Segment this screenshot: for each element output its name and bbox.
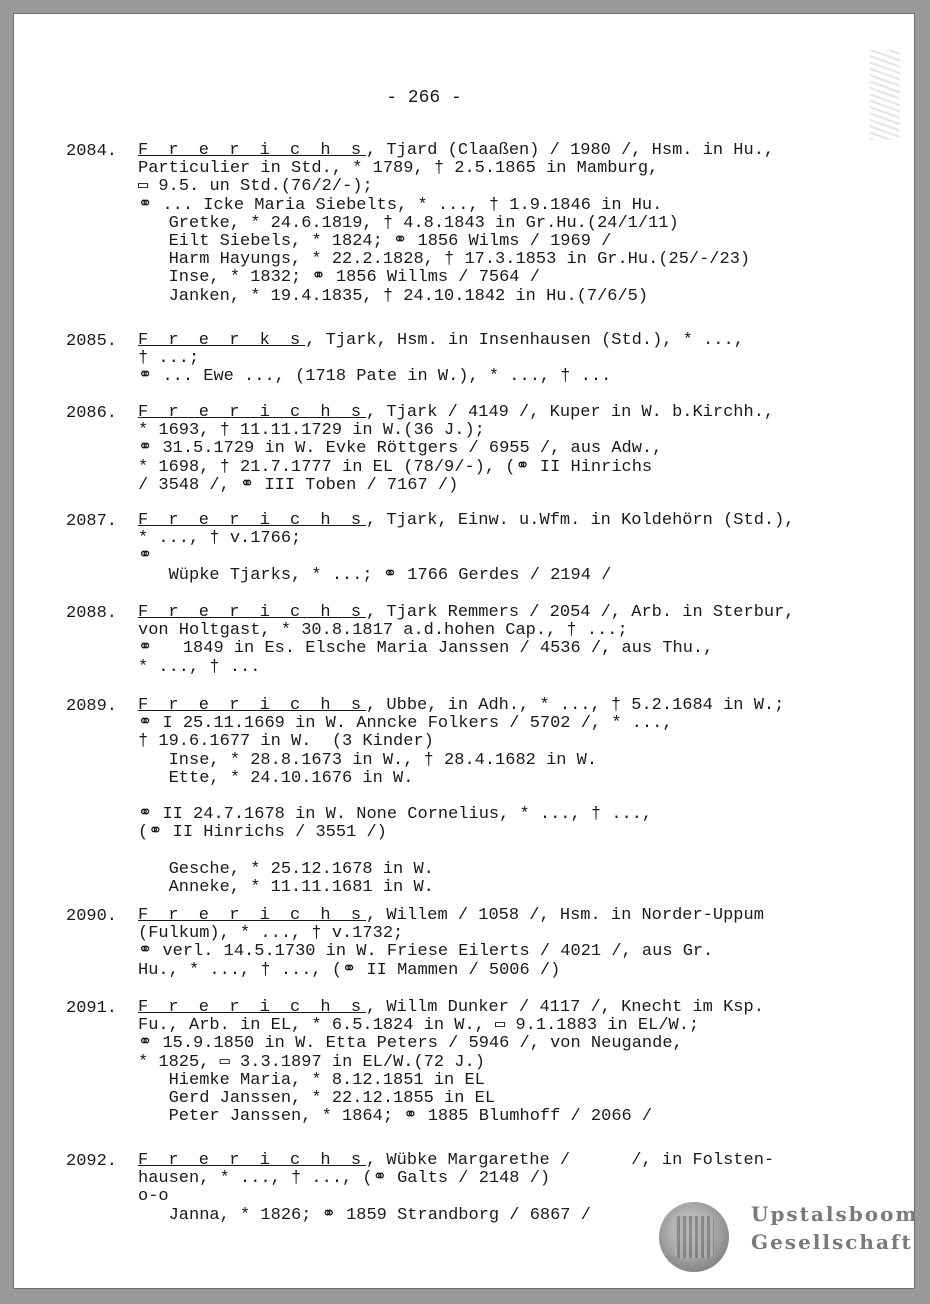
entry-text: , Tjark, Hsm. in Insenhausen (Std.), * ...,	[305, 331, 744, 350]
entry-line: von Holtgast, * 30.8.1817 a.d.hohen Cap., † ...;	[138, 621, 628, 641]
entry-line: * 1698, † 21.7.1777 in EL (78/9/-), (⚭ II Hinrichs	[138, 457, 653, 477]
entry-line: Inse, * 1832; ⚭ 1856 Willms / 7564 /	[138, 268, 540, 288]
entry-line: Wüpke Tjarks, * ...; ⚭ 1766 Gerdes / 2194 /	[138, 565, 612, 585]
entry-line: ⚭ I 25.11.1669 in W. Anncke Folkers / 5702 /, * ...,	[138, 714, 673, 734]
entry-number: 2084.	[66, 142, 118, 161]
entry-line: Eilt Siebels, * 1824; ⚭ 1856 Wilms / 1969 /	[138, 232, 612, 251]
surname: F r e r i c h s	[138, 1151, 367, 1170]
surname: F r e r i c h s	[138, 511, 367, 530]
entry-line: (Fulkum), * ..., † v.1732;	[138, 924, 404, 944]
entry-line: Gesche, * 25.12.1678 in W.	[138, 859, 434, 879]
entry-line: ⚭	[138, 547, 153, 567]
surname: F r e r k s	[138, 331, 306, 350]
entry-number: 2092.	[66, 1152, 118, 1171]
entry-line	[138, 1152, 774, 1170]
entry-line	[138, 697, 784, 715]
entry-line: Inse, * 28.8.1673 in W., † 28.4.1682 in W.	[138, 750, 598, 770]
entry-line: † 19.6.1677 in W. (3 Kinder)	[138, 732, 434, 752]
entry-number: 2091.	[66, 999, 118, 1018]
scan-noise	[870, 50, 900, 140]
entry-line: Hiemke Maria, * 8.12.1851 in EL	[138, 1070, 485, 1090]
entry-line	[138, 512, 795, 530]
entry-line: * 1693, † 11.11.1729 in W.(36 J.);	[138, 421, 485, 441]
entry-line: Hu., * ..., † ..., (⚭ II Mammen / 5006 /)	[138, 960, 561, 980]
entry-text: , Tjark Remmers / 2054 /, Arb. in Sterbur,	[366, 603, 795, 622]
entry-line: Particulier in Std., * 1789, † 2.5.1865 in Mamburg,	[138, 159, 659, 179]
entry-text: , Tjard (Claaßen) / 1980 /, Hsm. in Hu.,	[366, 141, 775, 160]
logo-line2: Gesellschaft	[751, 1230, 913, 1254]
entry-line: ⚭ II 24.7.1678 in W. None Cornelius, * ..., † ...,	[138, 805, 653, 825]
entry-line	[138, 142, 774, 160]
entry-number: 2089.	[66, 697, 118, 716]
entry-line: Peter Janssen, * 1864; ⚭ 1885 Blumhoff / 2066 /	[138, 1107, 653, 1127]
entry-line: Janna, * 1826; ⚭ 1859 Strandborg / 6867 /	[138, 1205, 591, 1225]
entry-line: * ..., † ...	[138, 657, 261, 677]
entry-line	[138, 604, 795, 622]
entry-line: o-o	[138, 1187, 169, 1207]
entry-line: ⚭ ... Ewe ..., (1718 Pate in W.), * ..., † ...	[138, 367, 612, 387]
entry-line: Gretke, * 24.6.1819, † 4.8.1843 in Gr.Hu.(24/1/11)	[138, 213, 679, 233]
surname: F r e r i c h s	[138, 906, 367, 925]
entry-line: hausen, * ..., † ..., (⚭ Galts / 2148 /)	[138, 1169, 551, 1189]
entry-line	[138, 999, 764, 1017]
entry-line: Gerd Janssen, * 22.12.1855 in EL	[138, 1089, 496, 1108]
entry-line: ▭ 9.5. un Std.(76/2/-);	[138, 177, 373, 197]
page-number: - 266 -	[386, 88, 462, 108]
seal-icon	[659, 1202, 729, 1272]
entry-line: Ette, * 24.10.1676 in W.	[138, 768, 414, 788]
entry-number: 2090.	[66, 907, 118, 926]
entry-line	[138, 404, 774, 422]
entry-line: Harm Hayungs, * 22.2.1828, † 17.3.1853 in Gr.Hu.(25/-/23)	[138, 250, 751, 270]
entry-line: ⚭ 31.5.1729 in W. Evke Röttgers / 6955 /, aus Adw.,	[138, 439, 663, 459]
entry-text: , Wübke Margarethe / /, in Folsten-	[366, 1151, 775, 1170]
entry-number: 2086.	[66, 404, 118, 423]
surname: F r e r i c h s	[138, 141, 367, 160]
society-logo	[659, 1196, 919, 1276]
entry-text: , Tjark / 4149 /, Kuper in W. b.Kirchh.,	[366, 403, 775, 422]
entry-line: Anneke, * 11.11.1681 in W.	[138, 878, 434, 897]
entry-line: ⚭ 1849 in Es. Elsche Maria Janssen / 4536 /, aus Thu.,	[138, 639, 714, 659]
entry-text: , Tjark, Einw. u.Wfm. in Koldehörn (Std.),	[366, 511, 795, 530]
logo-line1: Upstalsboom	[751, 1202, 919, 1226]
document-page	[14, 14, 919, 1288]
entry-line: † ...;	[138, 349, 200, 369]
surname: F r e r i c h s	[138, 403, 367, 422]
entry-text: , Willm Dunker / 4117 /, Knecht im Ksp.	[366, 998, 764, 1017]
entry-text: , Ubbe, in Adh., * ..., † 5.2.1684 in W.;	[366, 696, 785, 715]
entry-line: ⚭ 15.9.1850 in W. Etta Peters / 5946 /, von Neugande,	[138, 1034, 683, 1054]
entry-text: , Willem / 1058 /, Hsm. in Norder-Uppum	[366, 906, 764, 925]
entry-line: * 1825, ▭ 3.3.1897 in EL/W.(72 J.)	[138, 1052, 485, 1072]
surname: F r e r i c h s	[138, 603, 367, 622]
entry-line: (⚭ II Hinrichs / 3551 /)	[138, 823, 387, 843]
entry-line: ⚭ ... Icke Maria Siebelts, * ..., † 1.9.1846 in Hu.	[138, 195, 663, 215]
entry-line: ⚭ verl. 14.5.1730 in W. Friese Eilerts / 4021 /, aus Gr.	[138, 942, 714, 962]
entry-line: Fu., Arb. in EL, * 6.5.1824 in W., ▭ 9.1.1883 in EL/W.;	[138, 1016, 700, 1036]
entry-line	[138, 907, 764, 925]
surname: F r e r i c h s	[138, 998, 367, 1017]
entry-line	[138, 332, 744, 350]
entry-number: 2087.	[66, 512, 118, 531]
entry-number: 2085.	[66, 332, 118, 351]
entry-line: Janken, * 19.4.1835, † 24.10.1842 in Hu.(7/6/5)	[138, 286, 649, 306]
entry-line: * ..., † v.1766;	[138, 529, 302, 549]
surname: F r e r i c h s	[138, 696, 367, 715]
entry-number: 2088.	[66, 604, 118, 623]
entry-line: / 3548 /, ⚭ III Toben / 7167 /)	[138, 475, 459, 495]
